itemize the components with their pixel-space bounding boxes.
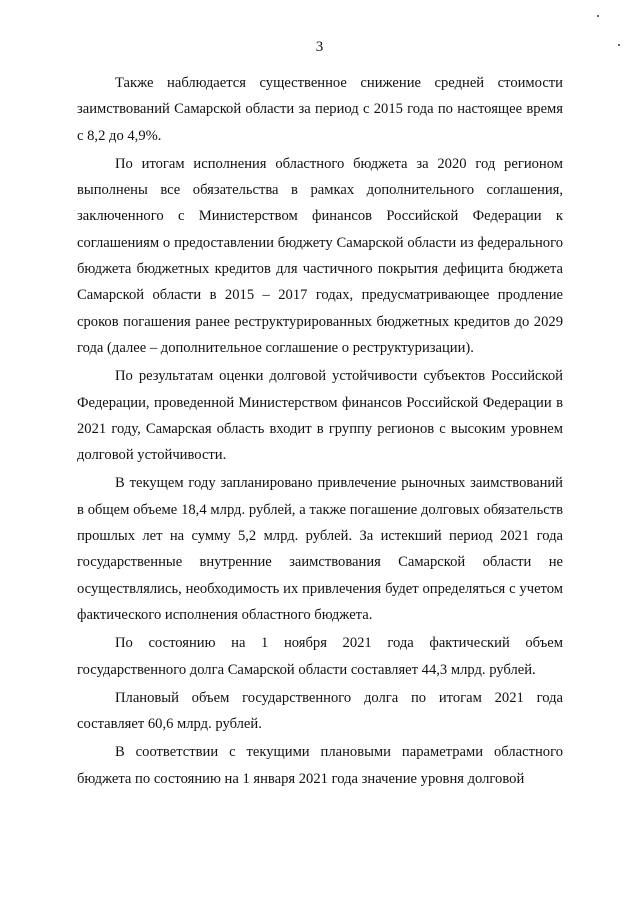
page-number: 3	[315, 39, 324, 55]
paragraph-debt-sustainability: По результатам оценки долговой устойчивости субъектов Российской Федерации, проведенной Министерством финансов Российской Федерации в 2021 году, Самарская область входит в группу регионов с высоким уровнем долговой устойчивости.	[77, 368, 563, 464]
paragraph-budget-obligations: По итогам исполнения областного бюджета за 2020 год регионом выполнены все обязательства в рамках дополнительного соглашения, заключенного с Министерством финансов Российской Федерации к соглашениям о предоставлении бюджету Самарской области из федерального бюджета бюджетных кредитов для частичного покрытия дефицита бюджета Самарской области в 2015 – 2017 годах, предусматривающее продление сроков погашения ранее реструктурированных бюджетных кредитов до 2029 года (далее – дополнительное соглашение о реструктуризации).	[77, 155, 563, 356]
paragraph-planned-debt: Плановый объем государственного долга по итогам 2021 года составляет 60,6 млрд. рублей.	[77, 689, 563, 733]
paragraph-debt-level: В соответствии с текущими плановыми параметрами областного бюджета по состоянию на 1 января 2021 года значение уровня долговой	[77, 744, 563, 787]
document-body	[77, 70, 563, 794]
paragraph-borrowing-cost: Также наблюдается существенное снижение средней стоимости заимствований Самарской области за период с 2015 года по настоящее время с 8,2 до 4,9%.	[77, 75, 563, 144]
scan-speck	[597, 15, 599, 17]
paragraph-planned-borrowing: В текущем году запланировано привлечение рыночных заимствований в общем объеме 18,4 млрд. рублей, а также погашение долговых обязательств прошлых лет на сумму 5,2 млрд. рублей. За истекший период 2021 года государственные внутренние заимствования Самарской области не осуществлялись, необходимость их привлечения будет определяться с учетом фактического исполнения областного бюджета.	[77, 475, 563, 623]
paragraph-actual-debt: По состоянию на 1 ноября 2021 года фактический объем государственного долга Самарской области составляет 44,3 млрд. рублей.	[77, 635, 563, 678]
